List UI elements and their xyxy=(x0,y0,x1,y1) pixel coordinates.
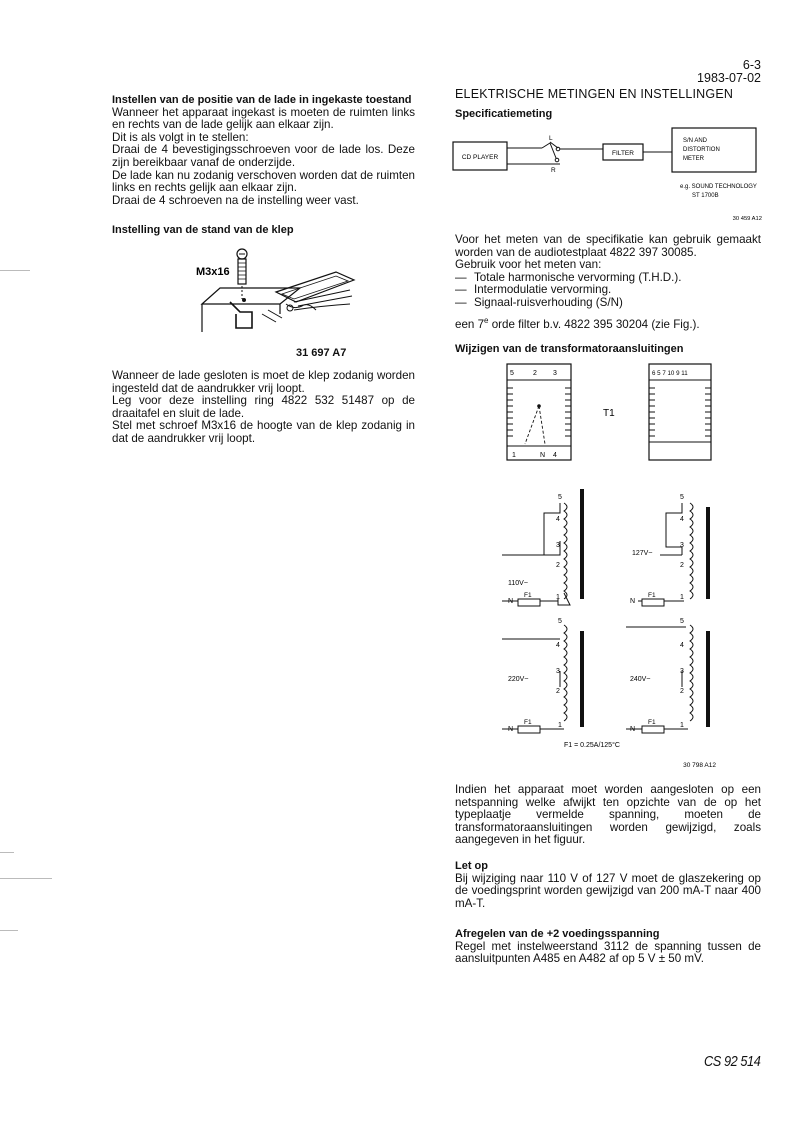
volt-127: 127V~ xyxy=(632,550,653,557)
spec-text xyxy=(455,234,761,331)
trafo-left-pin2: 2 xyxy=(533,370,537,377)
lade-text-2: Dit is als volgt in te stellen: xyxy=(112,130,249,144)
margin-mark xyxy=(0,878,52,879)
section-title-lade: Instellen van de positie van de lade in ingekaste toestand xyxy=(112,94,412,106)
document-code: CS 92 514 xyxy=(703,1053,760,1070)
meter-label-3: METER xyxy=(683,156,704,162)
spec-filter-note: een 7e orde filter b.v. 4822 395 30204 (zie Fig.). xyxy=(455,315,700,331)
w-tl-3: 3 xyxy=(556,542,560,549)
margin-mark xyxy=(0,270,30,271)
trafo-left-pin5: 5 xyxy=(510,370,514,377)
w-bl-5: 5 xyxy=(558,618,562,625)
section-title-trafo: Wijzigen van de transformatoraansluitingen xyxy=(455,343,684,355)
meter-note-1: e.g. SOUND TECHNOLOGY xyxy=(680,184,757,190)
w-bl-1: 1 xyxy=(558,722,562,729)
trafo-pinout-diagram xyxy=(505,362,715,466)
spec-list-item: — Signaal-ruisverhouding (S/N) xyxy=(455,297,761,310)
w-tl-1: 1 xyxy=(556,594,560,601)
w-tl-n: N xyxy=(508,598,514,605)
volt-240: 240V~ xyxy=(630,676,651,683)
spec-figure-id: 30 459 A12 xyxy=(732,216,762,222)
trafo-body: Indien het apparaat moet worden aangesloten op een netspanning welke afwijkt ten opzichte van de op het typeplaatje vermelde spanning, moeten de transformatoraansluitingen worden gewijzigd, zoals aangegeven in het figuur. xyxy=(455,783,761,847)
klep-text-3: Stel met schroef M3x16 de hoogte van de klep zodanig in dat de aandrukker vrij loopt. xyxy=(112,419,415,445)
trafo-left-pin3: 3 xyxy=(553,370,557,377)
w-tr-3: 3 xyxy=(680,542,684,549)
trafo-right-pins: 6 5 7 10 9 11 xyxy=(652,370,688,377)
w-tl-5: 5 xyxy=(558,494,562,501)
section-title-letop: Let op xyxy=(455,860,488,872)
trafo-wiring-diagrams xyxy=(500,485,725,775)
filter-label: FILTER xyxy=(612,150,634,157)
page-date: 1983-07-02 xyxy=(697,71,761,85)
klep-illustration xyxy=(190,244,360,340)
w-tr-1: 1 xyxy=(680,594,684,601)
w-tl-2: 2 xyxy=(556,562,560,569)
letop-body: Bij wijziging naar 110 V of 127 V moet de glaszekering op de voedingsprint worden gewijzigd van 200 mA-T naar 400 mA-T. xyxy=(455,871,761,910)
lade-text-3: Draai de 4 bevestigingsschroeven voor de lade los. Deze zijn bereikbaar vanaf de onderzijde. xyxy=(112,143,415,169)
w-bl-n: N xyxy=(508,726,514,733)
w-tr-5: 5 xyxy=(680,494,684,501)
page-number: 6-3 xyxy=(742,58,761,72)
spec-list xyxy=(455,272,761,310)
volt-110: 110V~ xyxy=(508,580,528,587)
spec-block-diagram xyxy=(450,122,770,230)
w-tl-4: 4 xyxy=(556,516,560,523)
w-br-n: N xyxy=(630,726,636,733)
w-bl-4: 4 xyxy=(556,642,560,649)
section-title-klep: Instelling van de stand van de klep xyxy=(112,224,294,236)
spec-intro: Voor het meten van de specifikatie kan gebruik gemaakt worden van de audiotestplaat 4822 397 30085. xyxy=(455,233,761,259)
r-label: R xyxy=(551,167,556,174)
w-br-5: 5 xyxy=(680,618,684,625)
margin-mark xyxy=(0,852,14,853)
meter-note-2: ST 1700B xyxy=(692,193,719,199)
lade-text-1: Wanneer het apparaat ingekast is moeten de ruimten links en rechts van de lade gelijk aan elkaar zijn. xyxy=(112,105,415,132)
klep-text xyxy=(112,370,415,446)
trafo-right-pinout xyxy=(649,364,711,460)
trafo-figure-id: 30 798 A12 xyxy=(683,762,716,769)
w-br-1: 1 xyxy=(680,722,684,729)
trafo-left-pin4: 4 xyxy=(553,452,557,459)
w-tr-f1: F1 xyxy=(648,592,656,599)
main-heading: ELEKTRISCHE METINGEN EN INSTELLINGEN xyxy=(455,87,734,101)
afregelen-body: Regel met instelweerstand 3112 de spanning tussen de aansluitpunten A485 en A482 af op 5 V ± 50 mV. xyxy=(455,939,761,966)
fuse-spec: F1 = 0.25A/125°C xyxy=(564,742,620,749)
w-tr-2: 2 xyxy=(680,562,684,569)
w-tr-n: N xyxy=(630,598,636,605)
w-tl-f1: F1 xyxy=(524,592,532,599)
section-title-spec: Specificatiemeting xyxy=(455,108,553,120)
t1-label: T1 xyxy=(603,408,615,419)
w-bl-3: 3 xyxy=(556,668,560,675)
meter-label-2: DISTORTION xyxy=(683,147,720,153)
w-br-f1: F1 xyxy=(648,719,656,726)
left-column xyxy=(112,94,415,207)
klep-text-1: Wanneer de lade gesloten is moet de klep zodanig worden ingesteld dat de aandrukker vrij loopt. xyxy=(112,369,415,395)
cd-player-label: CD PLAYER xyxy=(461,154,499,161)
spec-list-item: — Totale harmonische vervorming (T.H.D.). xyxy=(455,272,761,285)
margin-mark xyxy=(0,930,18,931)
volt-220: 220V~ xyxy=(508,676,529,683)
w-tr-4: 4 xyxy=(680,516,684,523)
klep-figure-id: 31 697 A7 xyxy=(296,347,347,359)
section-title-afregelen: Afregelen van de +2 voedingsspanning xyxy=(455,928,660,940)
w-br-3: 3 xyxy=(680,668,684,675)
w-br-2: 2 xyxy=(680,688,684,695)
w-br-4: 4 xyxy=(680,642,684,649)
w-bl-f1: F1 xyxy=(524,719,532,726)
trafo-text xyxy=(455,784,761,847)
klep-text-2: Leg voor deze instelling ring 4822 532 51487 op de draaitafel en sluit de lade. xyxy=(112,394,415,420)
screw-label: M3x16 xyxy=(196,266,230,278)
spec-uses: Gebruik voor het meten van: xyxy=(455,258,602,272)
lade-text-4: De lade kan nu zodanig verschoven worden dat de ruimten links en rechts gelijk aan elkaar zijn. xyxy=(112,168,415,195)
l-label: L xyxy=(549,135,553,142)
meter-label-1: S/N AND xyxy=(683,138,708,144)
lade-text-5: Draai de 4 schroeven na de instelling weer vast. xyxy=(112,193,359,207)
spec-list-item: — Intermodulatie vervorming. xyxy=(455,284,761,297)
w-bl-2: 2 xyxy=(556,688,560,695)
trafo-left-pinN: N xyxy=(540,452,546,459)
trafo-left-pin1: 1 xyxy=(512,452,516,459)
